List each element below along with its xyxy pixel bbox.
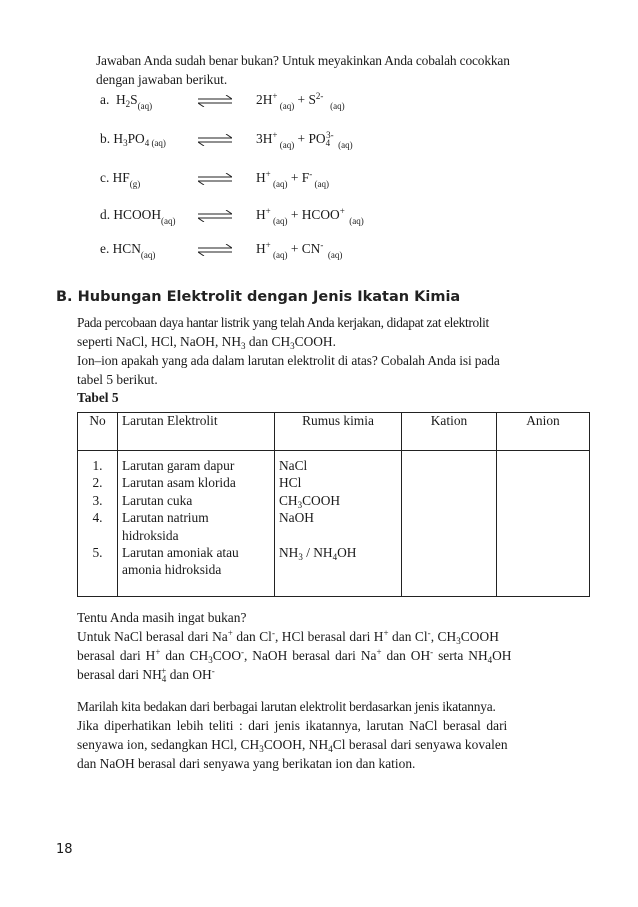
para1-line-4: tabel 5 berikut.: [77, 372, 158, 387]
equilibrium-arrow-icon: [198, 244, 232, 256]
para2-line-2: Untuk NaCl berasal dari Na+ dan Cl-, HCl berasal dari H+ dan Cl-, $CH_3COOH$: [77, 628, 499, 646]
equilibrium-arrow-icon: [198, 95, 232, 107]
page-number: 18: [56, 842, 73, 857]
header-larutan: [118, 413, 275, 451]
solution-name: Larutan cuka: [122, 492, 193, 508]
table-5: [77, 412, 590, 597]
para2-line-3: berasal dari H+ dan $CH_3COO^-$, NaOH berasal dari Na+ dan OH- serta $NH_4OH$: [77, 647, 512, 665]
para2-line-1: Tentu Anda masih ingat bukan?: [77, 610, 247, 625]
solution-name: Larutan natrium: [122, 510, 209, 526]
row-number: 2.: [92, 475, 103, 491]
formula: [279, 527, 401, 544]
solution-name: hidroksida: [122, 527, 179, 543]
row-number: 3.: [92, 492, 103, 508]
solution-name: Larutan amoniak atau: [122, 544, 239, 560]
header-rumus-label: Rumus kimia: [302, 413, 374, 428]
row-number: 4.: [92, 510, 103, 526]
para3-line-3: senyawa ion, sedangkan HCl, $CH_3COOH$, $NH_4Cl$ berasal dari senyawa kovalen: [77, 737, 508, 754]
header-larutan-label: Larutan Elektrolit: [122, 413, 218, 428]
equilibrium-arrow-icon: [198, 210, 232, 222]
para1-line-1: Pada percobaan daya hantar listrik yang telah Anda kerjakan, didapat zat elektrolit: [77, 315, 489, 330]
row-number: 5.: [92, 544, 103, 560]
para1-line-2: seperti NaCl, HCl, NaOH, $NH_3$ dan $CH_3COOH$.: [77, 334, 336, 351]
header-kation-label: Kation: [430, 413, 468, 428]
row-number: 1.: [92, 458, 103, 473]
formula: $NH_3 / NH_4OH$: [279, 544, 357, 562]
table-header-row: [78, 413, 590, 451]
header-anion: [497, 413, 590, 451]
para1-line-3: Ion–ion apakah yang ada dalam larutan elektrolit di atas? Cobalah Anda isi pada: [77, 353, 500, 368]
formula: HCl: [279, 475, 302, 491]
col-formulas: [275, 451, 402, 597]
header-rumus: [275, 413, 402, 451]
intro-line-2: dengan jawaban berikut.: [96, 72, 228, 87]
table-title: Tabel 5: [77, 390, 119, 405]
formula: $CH_3COOH$: [279, 492, 341, 510]
col-solutions: [118, 451, 275, 597]
intro-line-1: Jawaban Anda sudah benar bukan? Untuk meyakinkan Anda cobalah cocokkan: [96, 53, 510, 68]
para3-line-2: Jika diperhatikan lebih teliti : dari jenis ikatannya, larutan NaCl berasal dari: [77, 718, 508, 733]
row-number: [78, 527, 117, 544]
solution-name: Larutan garam dapur: [122, 458, 235, 473]
col-anion: [497, 451, 590, 597]
table-body-row: [78, 451, 590, 597]
header-kation: [402, 413, 497, 451]
col-kation: [402, 451, 497, 597]
formula: NaCl: [279, 458, 308, 473]
header-no-label: No: [89, 413, 106, 428]
header-no: [78, 413, 118, 451]
solution-name: Larutan asam klorida: [122, 475, 236, 491]
solution-name: amonia hidroksida: [122, 562, 222, 578]
section-heading: B. Hubungan Elektrolit dengan Jenis Ikatan Kimia: [56, 289, 461, 305]
equilibrium-arrow-icon: [198, 134, 232, 146]
header-anion-label: Anion: [526, 413, 560, 428]
col-numbers: [78, 451, 118, 597]
para3-line-4: dan NaOH berasal dari senyawa yang berikatan ion dan kation.: [77, 756, 416, 771]
formula: NaOH: [279, 510, 314, 526]
equilibrium-arrow-icon: [198, 173, 232, 185]
para2-line-4: berasal dari $NH_4^+$ dan OH-: [77, 666, 215, 684]
para3-line-1: Marilah kita bedakan dari berbagai larutan elektrolit berdasarkan jenis ikatannya.: [77, 699, 496, 714]
